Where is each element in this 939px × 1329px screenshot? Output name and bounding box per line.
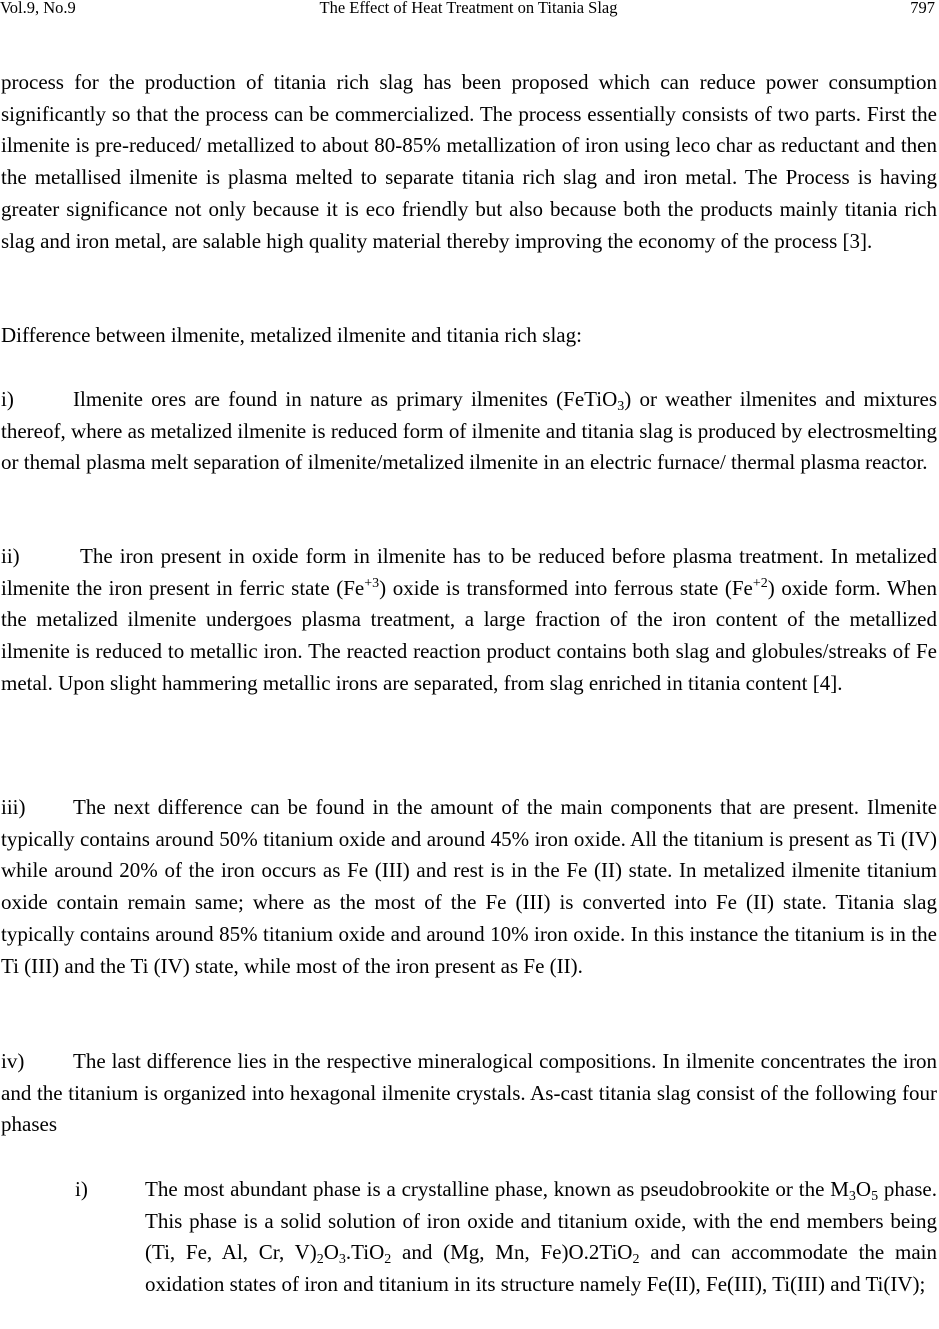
journal-volume: Vol.9, No.9 bbox=[0, 0, 76, 17]
list-marker: i) bbox=[75, 1177, 88, 1201]
phase-list-item-i bbox=[75, 1174, 937, 1301]
running-title: The Effect of Heat Treatment on Titania Slag bbox=[319, 0, 618, 17]
paragraph-process: process for the production of titania rich slag has been proposed which can reduce power consumption significantly so that the process can be commercialized. The process essentially consists of two parts. First the ilmenite is pre-reduced/ metallized to about 80-85% metallization of iron using leco char as reductant and then the metallised ilmenite is plasma melted to separate titania rich slag and iron metal. The Process is having greater significance not only because it is eco friendly but also because both the products mainly titania rich slag and iron metal, are salable high quality material thereby improving the economy of the process [3]. bbox=[1, 70, 937, 253]
running-header bbox=[0, 0, 937, 22]
list-marker: ii) bbox=[1, 544, 20, 568]
phase-description: The most abundant phase is a crystalline phase, known as pseudobrookite or the $M_3O_5$ phase. This phase is a solid solution of iron oxide and titanium oxide, with the end members being (Ti, Fe, Al, Cr, $V)_2O_3.TiO_2$ and (Mg, Mn, Fe)O.2TiO$_2$ and can accommodate the main oxidation states of iron and titanium in its structure namely Fe(II), Fe(III), Ti(III) and Ti(IV); bbox=[145, 1177, 937, 1297]
list-marker: iii) bbox=[1, 795, 26, 819]
list-item-iv: iv) The last difference lies in the respective mineralogical compositions. In ilmenite concentrates the iron and the titanium is organized into hexagonal ilmenite crystals. As-cast titania slag consist of the following four phases bbox=[1, 1046, 937, 1141]
list-item-ii: ii) The iron present in oxide form in ilmenite has to be reduced before plasma treatment. In metalized ilmenite the iron present in ferric state $(Fe^{+3})$ oxide is transformed into ferrous state $(Fe^{+2})$ oxide form. When the metalized ilmenite undergoes plasma treatment, a large fraction of the iron content of the metallized ilmenite is reduced to metallic iron. The reacted reaction product contains both slag and globules/streaks of Fe metal. Upon slight hammering metallic irons are separated, from slag enriched in titania content [4]. bbox=[1, 541, 937, 700]
list-item-iii: iii) The next difference can be found in the amount of the main components that are present. Ilmenite typically contains around 50% titanium oxide and around 45% iron oxide. All the titanium is present as Ti (IV) while around 20% of the iron occurs as Fe (III) and rest is in the Fe (II) state. In metalized ilmenite titanium oxide contain remain same; where as the most of the Fe (III) is converted into Fe (II) state. Titania slag typically contains around 85% titanium oxide and around 10% iron oxide. In this instance the titanium is in the Ti (III) and the Ti (IV) state, while most of the iron present as Fe (II). bbox=[1, 792, 937, 982]
list-item-i: i) Ilmenite ores are found in nature as primary ilmenites (FeTiO$_3$) or weather ilmenites and mixtures thereof, where as metalized ilmenite is reduced form of ilmenite and titania slag is produced by electrosmelting or themal plasma melt separation of ilmenite/metalized ilmenite in an electric furnace/ thermal plasma reactor. bbox=[1, 384, 937, 479]
list-marker: iv) bbox=[1, 1049, 25, 1073]
list-marker: i) bbox=[1, 387, 14, 411]
section-heading: Difference between ilmenite, metalized ilmenite and titania rich slag: bbox=[1, 323, 582, 347]
page-number: 797 bbox=[910, 0, 935, 17]
